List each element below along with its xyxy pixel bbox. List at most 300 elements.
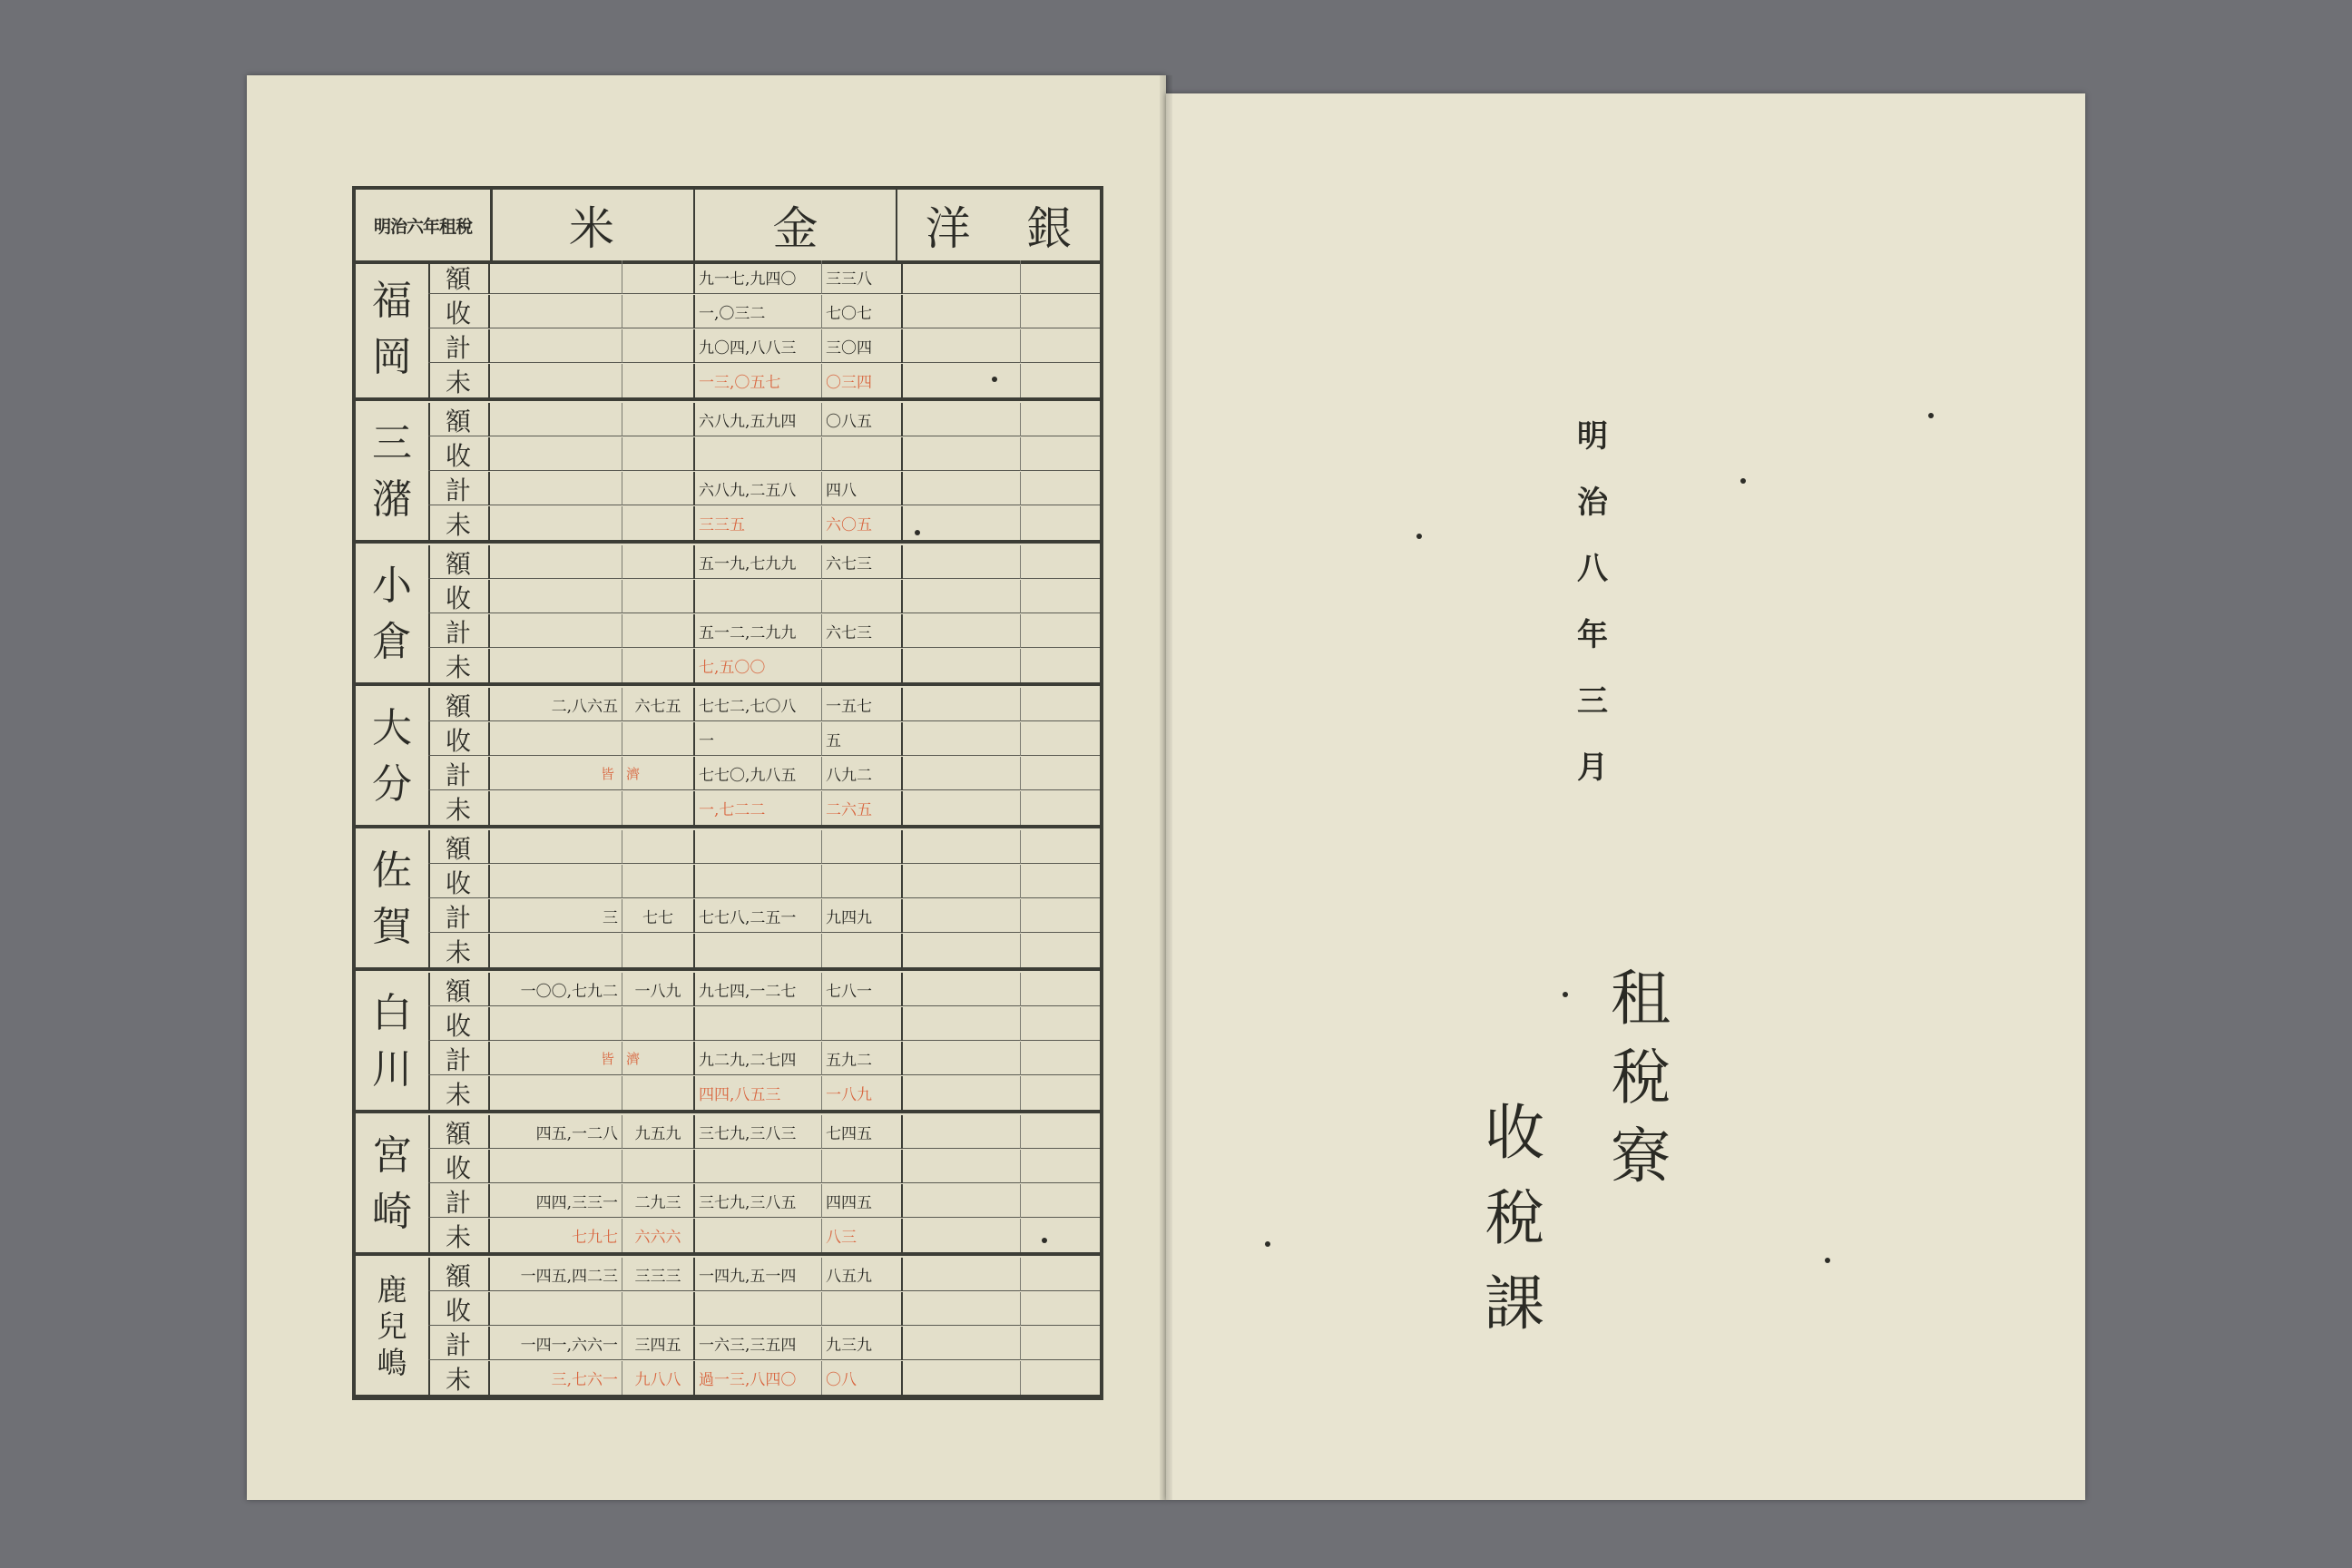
table-cell: 皆: [490, 757, 622, 790]
table-cell: 〇八五: [822, 403, 903, 436]
table-row: [428, 1292, 1100, 1326]
table-cell: [490, 865, 622, 898]
table-cell: 九七四,一二七: [695, 973, 822, 1006]
table-cell: [1021, 580, 1100, 613]
paper-speck: [1928, 413, 1934, 418]
table-cell: [622, 260, 695, 294]
table-cell: [490, 580, 622, 613]
table-cell: [622, 437, 695, 471]
row-label: 收: [428, 295, 490, 328]
region-name-char: 福: [372, 277, 412, 324]
table-cell: 九三九: [822, 1327, 903, 1360]
table-cell: 九五九: [622, 1115, 695, 1149]
table-cell: 五一二,二九九: [695, 614, 822, 648]
row-label: 收: [428, 437, 490, 471]
table-cell: 一四九,五一四: [695, 1258, 822, 1291]
table-cell: 四五,一二八: [490, 1115, 622, 1149]
row-label: 計: [428, 899, 490, 933]
table-cell: 五一九,七九九: [695, 545, 822, 579]
table-cell: [903, 899, 1021, 933]
table-cell: 二六五: [822, 791, 903, 825]
region-name-char: 倉: [372, 618, 412, 665]
table-cell: [622, 545, 695, 579]
cover-char: 月: [1577, 750, 1608, 786]
table-cell: [1021, 1076, 1100, 1110]
region-name: [356, 688, 430, 825]
row-label: 額: [428, 1258, 490, 1291]
cover-char: 稅: [1485, 1183, 1544, 1253]
table-cell: 八三: [822, 1219, 903, 1252]
region-block: [356, 830, 1100, 971]
table-cell: [903, 364, 1021, 397]
row-label: 額: [428, 973, 490, 1006]
region-block: [356, 545, 1100, 686]
table-cell: 一八九: [622, 973, 695, 1006]
table-cell: 六〇五: [822, 506, 903, 540]
right-page: [1166, 93, 2085, 1500]
table-cell: [490, 260, 622, 294]
table-row: [428, 437, 1100, 471]
table-cell: 九〇四,八八三: [695, 329, 822, 363]
table-cell: [622, 1150, 695, 1183]
table-cell: 八五九: [822, 1258, 903, 1291]
table-row: [428, 973, 1100, 1006]
table-cell: [903, 506, 1021, 540]
table-row: [428, 364, 1100, 397]
table-cell: [903, 934, 1021, 967]
column-header-char: 銀: [1026, 202, 1073, 255]
table-cell: 濟: [622, 757, 695, 790]
row-label: 額: [428, 688, 490, 721]
table-cell: 七四五: [822, 1115, 903, 1149]
row-label: 未: [428, 934, 490, 967]
table-cell: [1021, 1150, 1100, 1183]
region-name: [356, 545, 430, 682]
table-cell: [1021, 1115, 1100, 1149]
table-cell: 四四,三三一: [490, 1184, 622, 1218]
cover-char: 收: [1485, 1098, 1544, 1168]
region-block: [356, 403, 1100, 544]
table-cell: [903, 688, 1021, 721]
table-cell: [1021, 472, 1100, 505]
table-cell: [822, 934, 903, 967]
table-cell: 六八九,二五八: [695, 472, 822, 505]
table-cell: 三: [490, 899, 622, 933]
row-label: 計: [428, 1327, 490, 1360]
row-label: 收: [428, 1292, 490, 1326]
table-cell: [622, 506, 695, 540]
table-cell: [1021, 757, 1100, 790]
region-name: [356, 973, 430, 1110]
table-row: [428, 1327, 1100, 1360]
table-cell: 三三五: [695, 506, 822, 540]
table-cell: [822, 437, 903, 471]
row-label: 收: [428, 722, 490, 756]
table-row: [428, 1115, 1100, 1149]
table-cell: [903, 830, 1021, 864]
table-cell: [490, 791, 622, 825]
table-cell: [695, 1007, 822, 1041]
table-cell: 六七三: [822, 545, 903, 579]
table-cell: [903, 260, 1021, 294]
cover-char: 課: [1485, 1269, 1544, 1338]
table-cell: [490, 472, 622, 505]
paper-speck: [1740, 478, 1746, 484]
table-cell: [1021, 403, 1100, 436]
row-label: 計: [428, 1042, 490, 1075]
table-cell: [1021, 1292, 1100, 1326]
table-cell: 七七〇,九八五: [695, 757, 822, 790]
table-cell: 三〇四: [822, 329, 903, 363]
cover-bureau: [1611, 959, 1671, 1196]
region-name-char: 賀: [372, 903, 412, 950]
table-row: [428, 545, 1100, 579]
table-row: [428, 1076, 1100, 1110]
table-cell: [622, 403, 695, 436]
table-cell: 一八九: [822, 1076, 903, 1110]
column-header-char: 洋: [925, 202, 971, 255]
table-cell: [822, 1292, 903, 1326]
table-cell: [903, 649, 1021, 682]
row-label: 未: [428, 1219, 490, 1252]
region-name-char: 佐: [372, 847, 412, 894]
table-cell: [622, 722, 695, 756]
row-label: 額: [428, 260, 490, 294]
table-cell: 二,八六五: [490, 688, 622, 721]
table-cell: [903, 1361, 1021, 1395]
table-cell: [822, 1150, 903, 1183]
table-cell: 三七九,三八五: [695, 1184, 822, 1218]
table-cell: [490, 830, 622, 864]
row-label: 未: [428, 649, 490, 682]
table-cell: 一,七二二: [695, 791, 822, 825]
table-cell: 七七: [622, 899, 695, 933]
table-cell: 一四一,六六一: [490, 1327, 622, 1360]
cover-char: 明: [1577, 418, 1608, 455]
table-row: [428, 934, 1100, 967]
table-cell: [903, 1007, 1021, 1041]
column-header-gold: [695, 190, 897, 260]
table-row: [428, 1007, 1100, 1041]
table-cell: 三三三: [622, 1258, 695, 1291]
cover-char: 八: [1577, 551, 1608, 587]
table-cell: [1021, 1361, 1100, 1395]
period-label: 明治六年租稅: [356, 190, 493, 260]
book-gutter: [1160, 75, 1172, 1500]
table-cell: [622, 1007, 695, 1041]
table-cell: [490, 364, 622, 397]
table-cell: [903, 295, 1021, 328]
cover-date: [1577, 404, 1608, 801]
table-cell: [1021, 688, 1100, 721]
table-cell: 七七二,七〇八: [695, 688, 822, 721]
row-label: 未: [428, 1361, 490, 1395]
table-row: [428, 791, 1100, 825]
row-label: 額: [428, 830, 490, 864]
table-cell: 皆: [490, 1042, 622, 1075]
row-label: 未: [428, 506, 490, 540]
table-cell: [622, 830, 695, 864]
region-name-char: 嶋: [377, 1344, 407, 1380]
table-cell: 一〇〇,七九二: [490, 973, 622, 1006]
table-row: [428, 580, 1100, 613]
table-cell: [490, 1076, 622, 1110]
table-cell: 七〇七: [822, 295, 903, 328]
table-cell: 〇三四: [822, 364, 903, 397]
table-cell: [622, 649, 695, 682]
cover-char: 年: [1577, 617, 1608, 653]
table-row: [428, 649, 1100, 682]
table-cell: 四四五: [822, 1184, 903, 1218]
table-cell: 九四九: [822, 899, 903, 933]
table-row: [428, 472, 1100, 505]
column-header-char: 金: [772, 202, 818, 255]
row-label: 收: [428, 580, 490, 613]
table-cell: [695, 934, 822, 967]
region-name: [356, 830, 430, 967]
table-cell: 六八九,五九四: [695, 403, 822, 436]
table-row: [428, 506, 1100, 540]
cover-section: [1485, 1091, 1544, 1347]
table-cell: [903, 1292, 1021, 1326]
row-label: 計: [428, 1184, 490, 1218]
table-cell: [822, 865, 903, 898]
table-cell: [903, 614, 1021, 648]
table-cell: 七,五〇〇: [695, 649, 822, 682]
table-cell: [903, 757, 1021, 790]
table-row: [428, 1361, 1100, 1395]
table-row: [428, 403, 1100, 436]
table-cell: [903, 403, 1021, 436]
cover-char: 租: [1611, 964, 1671, 1034]
table-row: [428, 1219, 1100, 1252]
table-cell: [1021, 865, 1100, 898]
tax-ledger-table: [352, 186, 1103, 1400]
table-cell: [622, 580, 695, 613]
table-cell: 五: [822, 722, 903, 756]
table-cell: 七九七: [490, 1219, 622, 1252]
region-name: [356, 1115, 430, 1252]
table-cell: [490, 545, 622, 579]
table-cell: [490, 614, 622, 648]
region-name-char: 宮: [372, 1132, 412, 1179]
table-cell: 四四,八五三: [695, 1076, 822, 1110]
table-cell: 三四五: [622, 1327, 695, 1360]
table-row: [428, 260, 1100, 294]
table-cell: 三七九,三八三: [695, 1115, 822, 1149]
row-label: 未: [428, 364, 490, 397]
table-cell: [490, 1292, 622, 1326]
table-cell: [622, 614, 695, 648]
paper-speck: [1416, 534, 1422, 539]
table-cell: 一三,〇五七: [695, 364, 822, 397]
column-header-silver: [897, 190, 1100, 260]
table-cell: [695, 580, 822, 613]
table-cell: 七七八,二五一: [695, 899, 822, 933]
row-label: 額: [428, 545, 490, 579]
table-cell: [622, 865, 695, 898]
region-block: [356, 1115, 1100, 1256]
table-cell: 六七三: [822, 614, 903, 648]
table-cell: [490, 1007, 622, 1041]
table-cell: [622, 364, 695, 397]
cover-char: 三: [1577, 683, 1608, 720]
table-cell: [1021, 364, 1100, 397]
table-cell: [1021, 437, 1100, 471]
row-label: 未: [428, 1076, 490, 1110]
table-cell: [622, 934, 695, 967]
table-cell: [490, 329, 622, 363]
table-cell: [903, 1042, 1021, 1075]
table-cell: [1021, 934, 1100, 967]
table-cell: [622, 295, 695, 328]
table-cell: [903, 580, 1021, 613]
region-name-char: 白: [372, 989, 412, 1036]
table-cell: [1021, 260, 1100, 294]
table-cell: 一四五,四二三: [490, 1258, 622, 1291]
table-cell: [903, 1219, 1021, 1252]
table-cell: [1021, 545, 1100, 579]
table-cell: 一六三,三五四: [695, 1327, 822, 1360]
table-cell: [1021, 614, 1100, 648]
paper-speck: [1825, 1258, 1830, 1263]
table-cell: [1021, 1258, 1100, 1291]
region-name: [356, 1258, 430, 1395]
table-cell: 二九三: [622, 1184, 695, 1218]
table-cell: [622, 791, 695, 825]
table-cell: [490, 295, 622, 328]
region-name-char: 兒: [377, 1308, 407, 1344]
paper-speck: [915, 530, 920, 535]
row-label: 額: [428, 1115, 490, 1149]
table-cell: [903, 1115, 1021, 1149]
table-cell: [903, 329, 1021, 363]
table-cell: [903, 437, 1021, 471]
table-cell: [1021, 1007, 1100, 1041]
table-cell: [903, 1076, 1021, 1110]
column-header-char: 米: [569, 202, 614, 255]
table-cell: 八九二: [822, 757, 903, 790]
region-name: [356, 260, 430, 397]
column-header-rice: [490, 190, 695, 260]
region-name-char: 大: [372, 704, 412, 751]
table-cell: [490, 506, 622, 540]
cover-char: 治: [1577, 485, 1608, 521]
region-name-char: 分: [372, 760, 412, 808]
table-cell: 七八一: [822, 973, 903, 1006]
table-row: [428, 295, 1100, 328]
table-cell: [1021, 1327, 1100, 1360]
table-cell: 六七五: [622, 688, 695, 721]
table-cell: [622, 329, 695, 363]
row-label: 額: [428, 403, 490, 436]
table-cell: 一: [695, 722, 822, 756]
table-cell: 九八八: [622, 1361, 695, 1395]
paper-speck: [1042, 1238, 1047, 1243]
cover-char: 稅: [1611, 1043, 1671, 1112]
table-cell: [490, 934, 622, 967]
table-row: [428, 722, 1100, 756]
table-cell: [1021, 973, 1100, 1006]
table-cell: [1021, 830, 1100, 864]
table-cell: [903, 973, 1021, 1006]
table-cell: [490, 649, 622, 682]
table-row: [428, 329, 1100, 363]
table-cell: [1021, 295, 1100, 328]
region-name-char: 岡: [372, 333, 412, 380]
table-cell: [822, 1007, 903, 1041]
table-cell: 五九二: [822, 1042, 903, 1075]
table-cell: [903, 1184, 1021, 1218]
table-cell: [1021, 1219, 1100, 1252]
table-cell: [1021, 329, 1100, 363]
table-cell: [622, 1076, 695, 1110]
region-block: [356, 973, 1100, 1113]
paper-speck: [992, 377, 997, 382]
table-cell: [622, 1292, 695, 1326]
table-cell: [695, 437, 822, 471]
table-cell: [695, 865, 822, 898]
table-cell: [490, 437, 622, 471]
ledger-header: [356, 190, 1100, 264]
table-cell: [903, 1327, 1021, 1360]
table-cell: 濟: [622, 1042, 695, 1075]
row-label: 收: [428, 1150, 490, 1183]
table-cell: [1021, 1042, 1100, 1075]
table-cell: 三,七六一: [490, 1361, 622, 1395]
region-block: [356, 688, 1100, 828]
table-cell: 九二九,二七四: [695, 1042, 822, 1075]
table-cell: [903, 1150, 1021, 1183]
row-label: 收: [428, 1007, 490, 1041]
region-name-char: 川: [372, 1045, 412, 1093]
paper-speck: [1563, 992, 1568, 997]
row-label: 計: [428, 472, 490, 505]
table-cell: [822, 580, 903, 613]
table-cell: 九一七,九四〇: [695, 260, 822, 294]
table-cell: [695, 830, 822, 864]
table-cell: [490, 722, 622, 756]
table-cell: [490, 403, 622, 436]
table-row: [428, 830, 1100, 864]
region-name-char: 三: [372, 419, 412, 466]
table-cell: [903, 1258, 1021, 1291]
row-label: 計: [428, 329, 490, 363]
table-cell: 〇八: [822, 1361, 903, 1395]
table-cell: [1021, 899, 1100, 933]
cover-char: 寮: [1611, 1122, 1671, 1191]
table-row: [428, 1150, 1100, 1183]
table-cell: [695, 1150, 822, 1183]
table-row: [428, 865, 1100, 898]
table-cell: [1021, 1184, 1100, 1218]
region-name-char: 潴: [372, 475, 412, 523]
table-row: [428, 899, 1100, 933]
table-row: [428, 614, 1100, 648]
table-cell: 一,〇三二: [695, 295, 822, 328]
table-cell: [1021, 649, 1100, 682]
table-cell: [1021, 506, 1100, 540]
row-label: 計: [428, 757, 490, 790]
row-label: 未: [428, 791, 490, 825]
region-name: [356, 403, 430, 540]
table-cell: 六六六: [622, 1219, 695, 1252]
table-cell: [1021, 791, 1100, 825]
region-name-char: 鹿: [377, 1271, 407, 1308]
table-row: [428, 1184, 1100, 1218]
table-cell: [622, 472, 695, 505]
table-cell: [1021, 722, 1100, 756]
